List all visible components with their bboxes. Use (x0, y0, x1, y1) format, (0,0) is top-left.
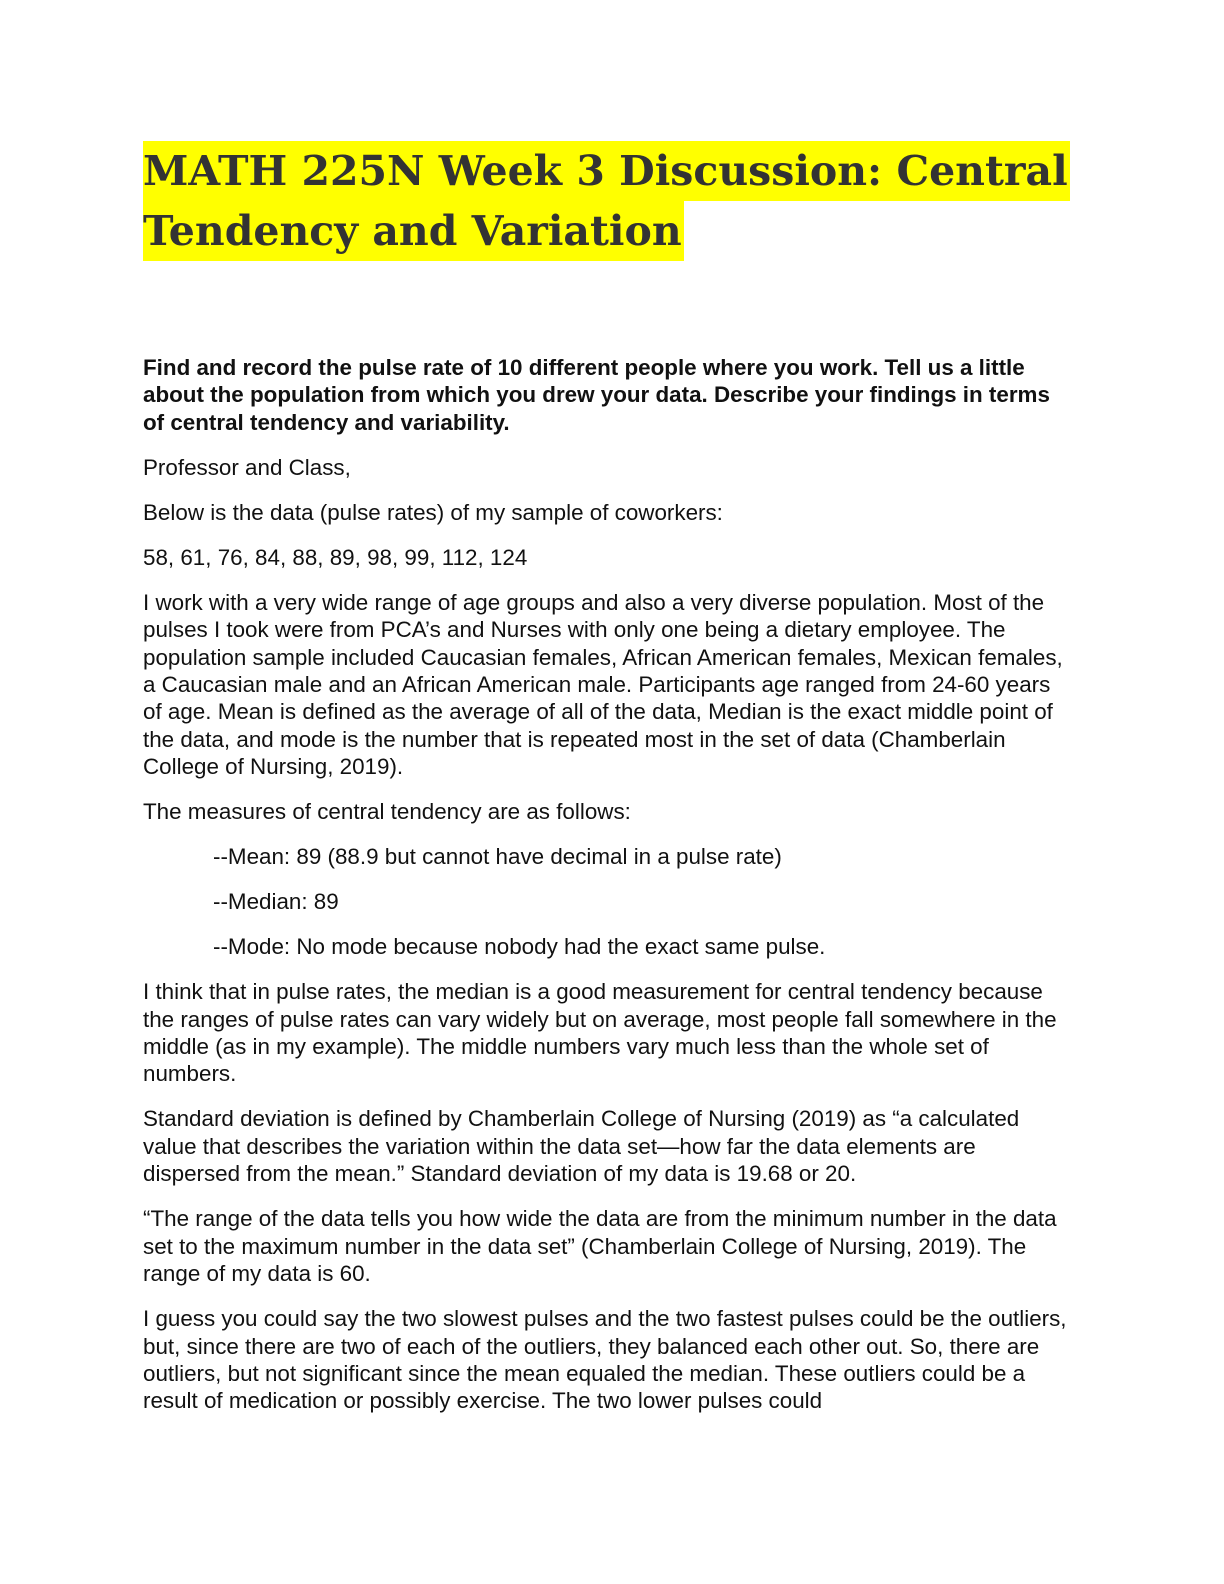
median-paragraph: I think that in pulse rates, the median is a good measurement for central tendency because the ranges of pulse rates can vary widely but on average, most people fall somewhere in the middle (as in my example). The middle numbers vary much less than the whole set of numbers. (143, 979, 1057, 1087)
title-line-1: MATH 225N Week 3 Discussion: Central (143, 141, 1070, 201)
title-line-2: Tendency and Variation (143, 201, 684, 261)
population-paragraph: I work with a very wide range of age groups and also a very diverse population. Most of the pulses I took were from PCA’s and Nurses with only one being a dietary employee. The population sample included Caucasian females, African American females, Mexican females, a Caucasian male and an African American male. Participants age ranged from 24-60 years of age. Mean is defined as the average of all of the data, Median is the exact middle point of the data, and mode is the number that is repeated most in the set of data (Chamberlain College of Nursing, 2019). (143, 589, 1063, 780)
data-values: 58, 61, 76, 84, 88, 89, 98, 99, 112, 124 (143, 544, 528, 570)
document-body (143, 354, 1075, 1432)
measures-intro: The measures of central tendency are as follows: (143, 799, 631, 825)
outliers-paragraph: I guess you could say the two slowest pulses and the two fastest pulses could be the outliers, but, since there are two of each of the outliers, they balanced each other out. So, there are outliers, but not significant since the mean equaled the median. These outliers could be a result of medication or possibly exercise. The two lower pulses could (143, 1306, 1067, 1414)
standard-deviation-paragraph: Standard deviation is defined by Chamberlain College of Nursing (2019) as “a calculated value that describes the variation within the data set—how far the data elements are dispersed from the mean.” Standard deviation of my data is 19.68 or 20. (143, 1106, 1020, 1187)
measure-mean: --Mean: 89 (88.9 but cannot have decimal in a pulse rate) (213, 844, 782, 870)
discussion-prompt: Find and record the pulse rate of 10 different people where you work. Tell us a little about the population from which you drew your data. Describe your findings in terms of central tendency and variability. (143, 355, 1050, 435)
measure-mode: --Mode: No mode because nobody had the exact same pulse. (213, 934, 826, 960)
document-title (143, 141, 1068, 261)
measure-median: --Median: 89 (213, 889, 339, 915)
greeting: Professor and Class, (143, 454, 351, 480)
range-paragraph: “The range of the data tells you how wide the data are from the minimum number in the data set to the maximum number in the data set” (Chamberlain College of Nursing, 2019). The range of my data is 60. (143, 1206, 1057, 1287)
data-intro: Below is the data (pulse rates) of my sample of coworkers: (143, 499, 723, 525)
